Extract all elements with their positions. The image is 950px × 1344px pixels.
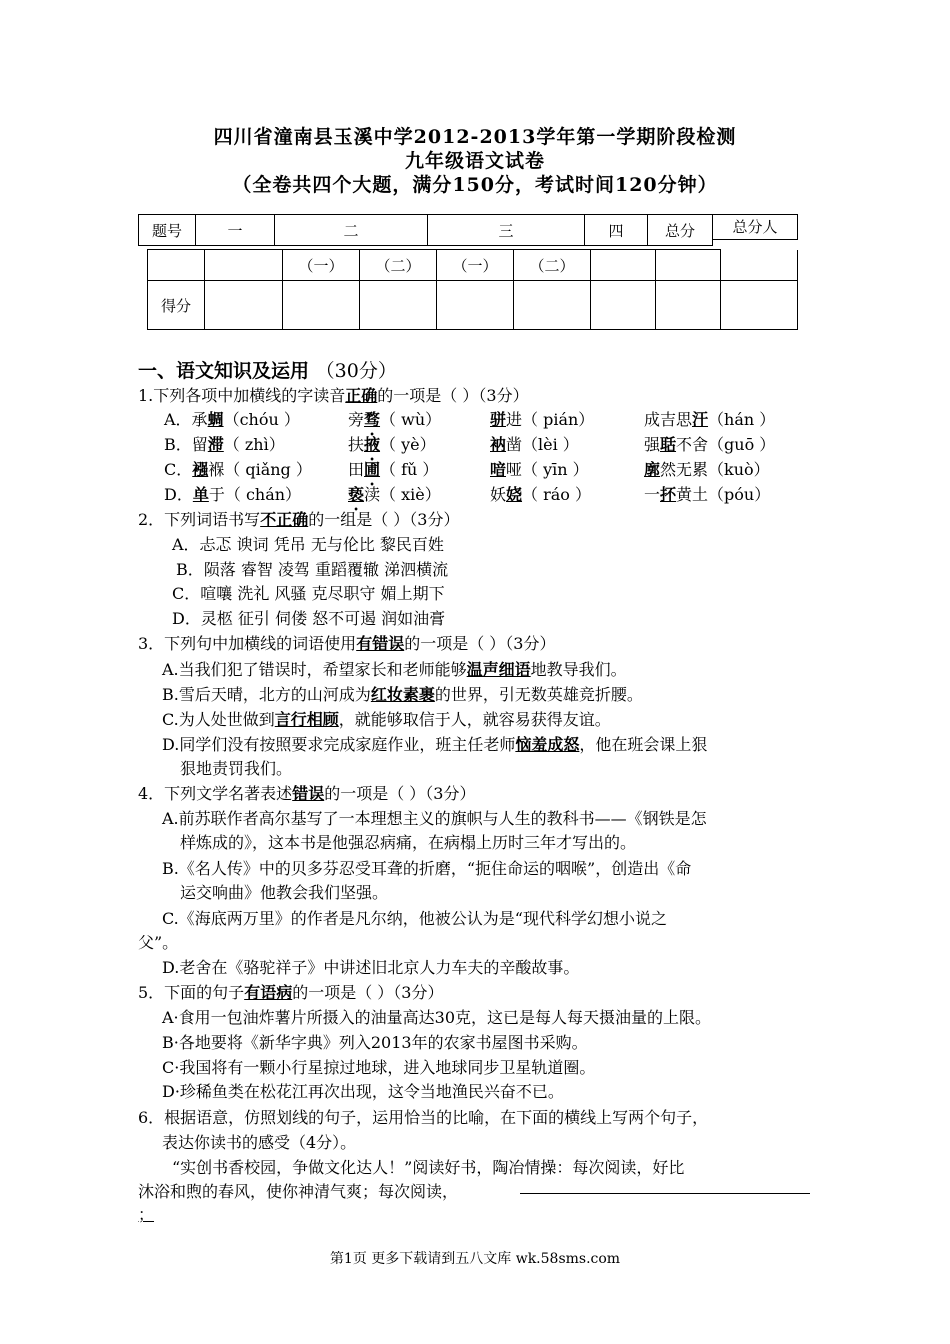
q1-option-a-item-2: 旁骛（ wù） bbox=[348, 410, 442, 429]
q1-option-b-item-4: 强聒不舍（guō ） bbox=[644, 435, 776, 454]
q1-option-b-item-2: 扶掖（ yè） bbox=[348, 435, 436, 454]
q4-stem: 4．下列文学名著表述错误的一项是（ ）（3分） bbox=[138, 784, 476, 803]
q1-option-d-item-3: 妖娆（ ráo ） bbox=[490, 485, 592, 504]
q3-option-d-cont: 狠地责罚我们。 bbox=[180, 759, 293, 778]
cell-defen: 得分 bbox=[148, 281, 205, 330]
cell-empty-2 bbox=[205, 250, 283, 281]
cell-zongfen: 总分 bbox=[648, 215, 713, 246]
q1-option-b-item-3: 衲凿（lèi ） bbox=[490, 435, 579, 454]
cell-sub3: （一） bbox=[437, 250, 514, 281]
q5-option-a: A·食用一包油炸薯片所摄入的油量高达30克，这已是每人每天摄油量的上限。 bbox=[162, 1008, 712, 1027]
q3-option-c: C.为人处世做到言行相顾，就能够取信于人，就容易获得友谊。 bbox=[162, 710, 611, 729]
q1-option-d-item-4: 一抔黄土（póu） bbox=[644, 485, 771, 504]
q3-stem: 3．下列句中加横线的词语使用有错误的一项是（ ）（3分） bbox=[138, 634, 556, 653]
score-cell[interactable] bbox=[721, 281, 798, 330]
cell-empty-1 bbox=[148, 250, 205, 281]
cell-zongfenren: 总分人 bbox=[712, 214, 798, 240]
q6-answer-end: ； bbox=[138, 1205, 155, 1224]
q5-option-c: C·我国将有一颗小行星掠过地球，进入地球同步卫星轨道圈。 bbox=[162, 1058, 596, 1077]
q6-paragraph-line2: 沐浴和煦的春风，使你神清气爽；每次阅读， bbox=[138, 1182, 459, 1201]
q4-option-b: B.《名人传》中的贝多芬忍受耳聋的折磨，“扼住命运的咽喉”，创造出《命 bbox=[162, 859, 692, 878]
score-cell[interactable] bbox=[283, 281, 360, 330]
cell-tihao: 题号 bbox=[139, 215, 196, 246]
cell-empty-3 bbox=[591, 250, 656, 281]
q4-option-b-cont: 运交响曲》他教会我们坚强。 bbox=[180, 883, 389, 902]
q5-option-d: D·珍稀鱼类在松花江再次出现，这令当地渔民兴奋不已。 bbox=[162, 1082, 564, 1101]
exam-title-line3: （全卷共四个大题，满分150分，考试时间120分钟） bbox=[232, 174, 718, 196]
score-cell[interactable] bbox=[360, 281, 437, 330]
exam-title-line1: 四川省潼南县玉溪中学2012-2013学年第一学期阶段检测 bbox=[213, 126, 737, 148]
q4-option-d: D.老舍在《骆驼祥子》中讲述旧北京人力车夫的辛酸故事。 bbox=[162, 958, 580, 977]
q4-option-a: A.前苏联作者高尔基写了一本理想主义的旗帜与人生的教科书——《钢铁是怎 bbox=[162, 809, 707, 828]
q1-option-c-item-4: 廓然无累（kuò） bbox=[644, 460, 770, 479]
q1-option-c-item-1: C．襁褓（ qiǎng ） bbox=[164, 460, 312, 479]
q3-option-b: B.雪后天晴，北方的山河成为红妆素裹的世界，引无数英雄竞折腰。 bbox=[162, 685, 643, 704]
cell-sub1: （一） bbox=[283, 250, 360, 281]
cell-empty-4 bbox=[656, 250, 721, 281]
q1-option-a-item-1: A．承蜩（chóu ） bbox=[164, 410, 300, 429]
q2-option-b: B．陨落 睿智 凌驾 重蹈覆辙 涕泗横流 bbox=[176, 560, 449, 579]
section1-heading: 一、语文知识及运用 （30分） bbox=[138, 360, 397, 382]
score-cell[interactable] bbox=[437, 281, 514, 330]
score-cell[interactable] bbox=[656, 281, 721, 330]
cell-sub4: （二） bbox=[514, 250, 591, 281]
q5-option-b: B·各地要将《新华字典》列入2013年的农家书屋图书采购。 bbox=[162, 1033, 588, 1052]
q6-stem: 6．根据语意，仿照划线的句子，运用恰当的比喻，在下面的横线上写两个句子， bbox=[138, 1108, 709, 1127]
cell-sub2: （二） bbox=[360, 250, 437, 281]
cell-si: 四 bbox=[585, 215, 648, 246]
q5-stem: 5．下面的句子有语病的一项是（ ）（3分） bbox=[138, 983, 444, 1002]
q6-paragraph-line1: “实创书香校园，争做文化达人！”阅读好书，陶冶情操：每次阅读，好比 bbox=[172, 1158, 685, 1177]
exam-title-line2: 九年级语文试卷 bbox=[404, 150, 545, 172]
q1-stem: 1.下列各项中加横线的字读音正确的一项是（ ）（3分） bbox=[138, 386, 529, 405]
cell-er: 二 bbox=[275, 215, 428, 246]
q1-option-a-item-4: 成吉思汗（hán ） bbox=[644, 410, 776, 429]
q2-option-a: A．忐忑 谀词 凭吊 无与伦比 黎民百姓 bbox=[172, 535, 444, 554]
q4-option-a-cont: 样炼成的》，这本书是他强忍病痛，在病榻上历时三年才写出的。 bbox=[180, 833, 637, 852]
q1-option-d-item-2: 亵渎（ xiè） bbox=[348, 485, 441, 504]
score-cell[interactable] bbox=[514, 281, 591, 330]
q1-option-c-item-2: 田圃（ fǔ ） bbox=[348, 460, 439, 479]
q6-stem-cont: 表达你读书的感受（4分）。 bbox=[162, 1133, 357, 1152]
score-table-lower bbox=[147, 249, 798, 330]
q2-stem: 2．下列词语书写不正确的一组是（ ）（3分） bbox=[138, 510, 460, 529]
q1-option-d-item-1: D．单于（ chán） bbox=[164, 485, 302, 504]
cell-san: 三 bbox=[428, 215, 585, 246]
q1-option-a-item-3: 骈进（ pián） bbox=[490, 410, 595, 429]
q2-option-c: C．喧嚷 洗礼 风骚 克尽职守 媚上期下 bbox=[172, 584, 445, 603]
q4-option-c-cont: 父”。 bbox=[138, 933, 179, 952]
score-cell[interactable] bbox=[591, 281, 656, 330]
q4-option-c: C.《海底两万里》的作者是凡尔纳，他被公认为是“现代科学幻想小说之 bbox=[162, 909, 667, 928]
q1-option-c-item-3: 喑哑（ yīn ） bbox=[490, 460, 589, 479]
score-cell[interactable] bbox=[205, 281, 283, 330]
score-table bbox=[138, 214, 713, 246]
cell-empty-5 bbox=[721, 250, 798, 281]
page-footer: 第1页 更多下载请到五八文库 wk.58sms.com bbox=[329, 1251, 621, 1267]
q6-answer-line[interactable] bbox=[520, 1192, 810, 1194]
cell-yi: 一 bbox=[196, 215, 275, 246]
q1-option-b-item-1: B．留滞（ zhì） bbox=[164, 435, 285, 454]
q2-option-d: D．灵柩 征引 伺偻 怒不可遏 润如油膏 bbox=[172, 609, 446, 628]
q3-option-d: D.同学们没有按照要求完成家庭作业，班主任老师恼羞成怒，他在班会课上狠 bbox=[162, 735, 708, 754]
q3-option-a: A.当我们犯了错误时，希望家长和老师能够温声细语地教导我们。 bbox=[162, 660, 627, 679]
